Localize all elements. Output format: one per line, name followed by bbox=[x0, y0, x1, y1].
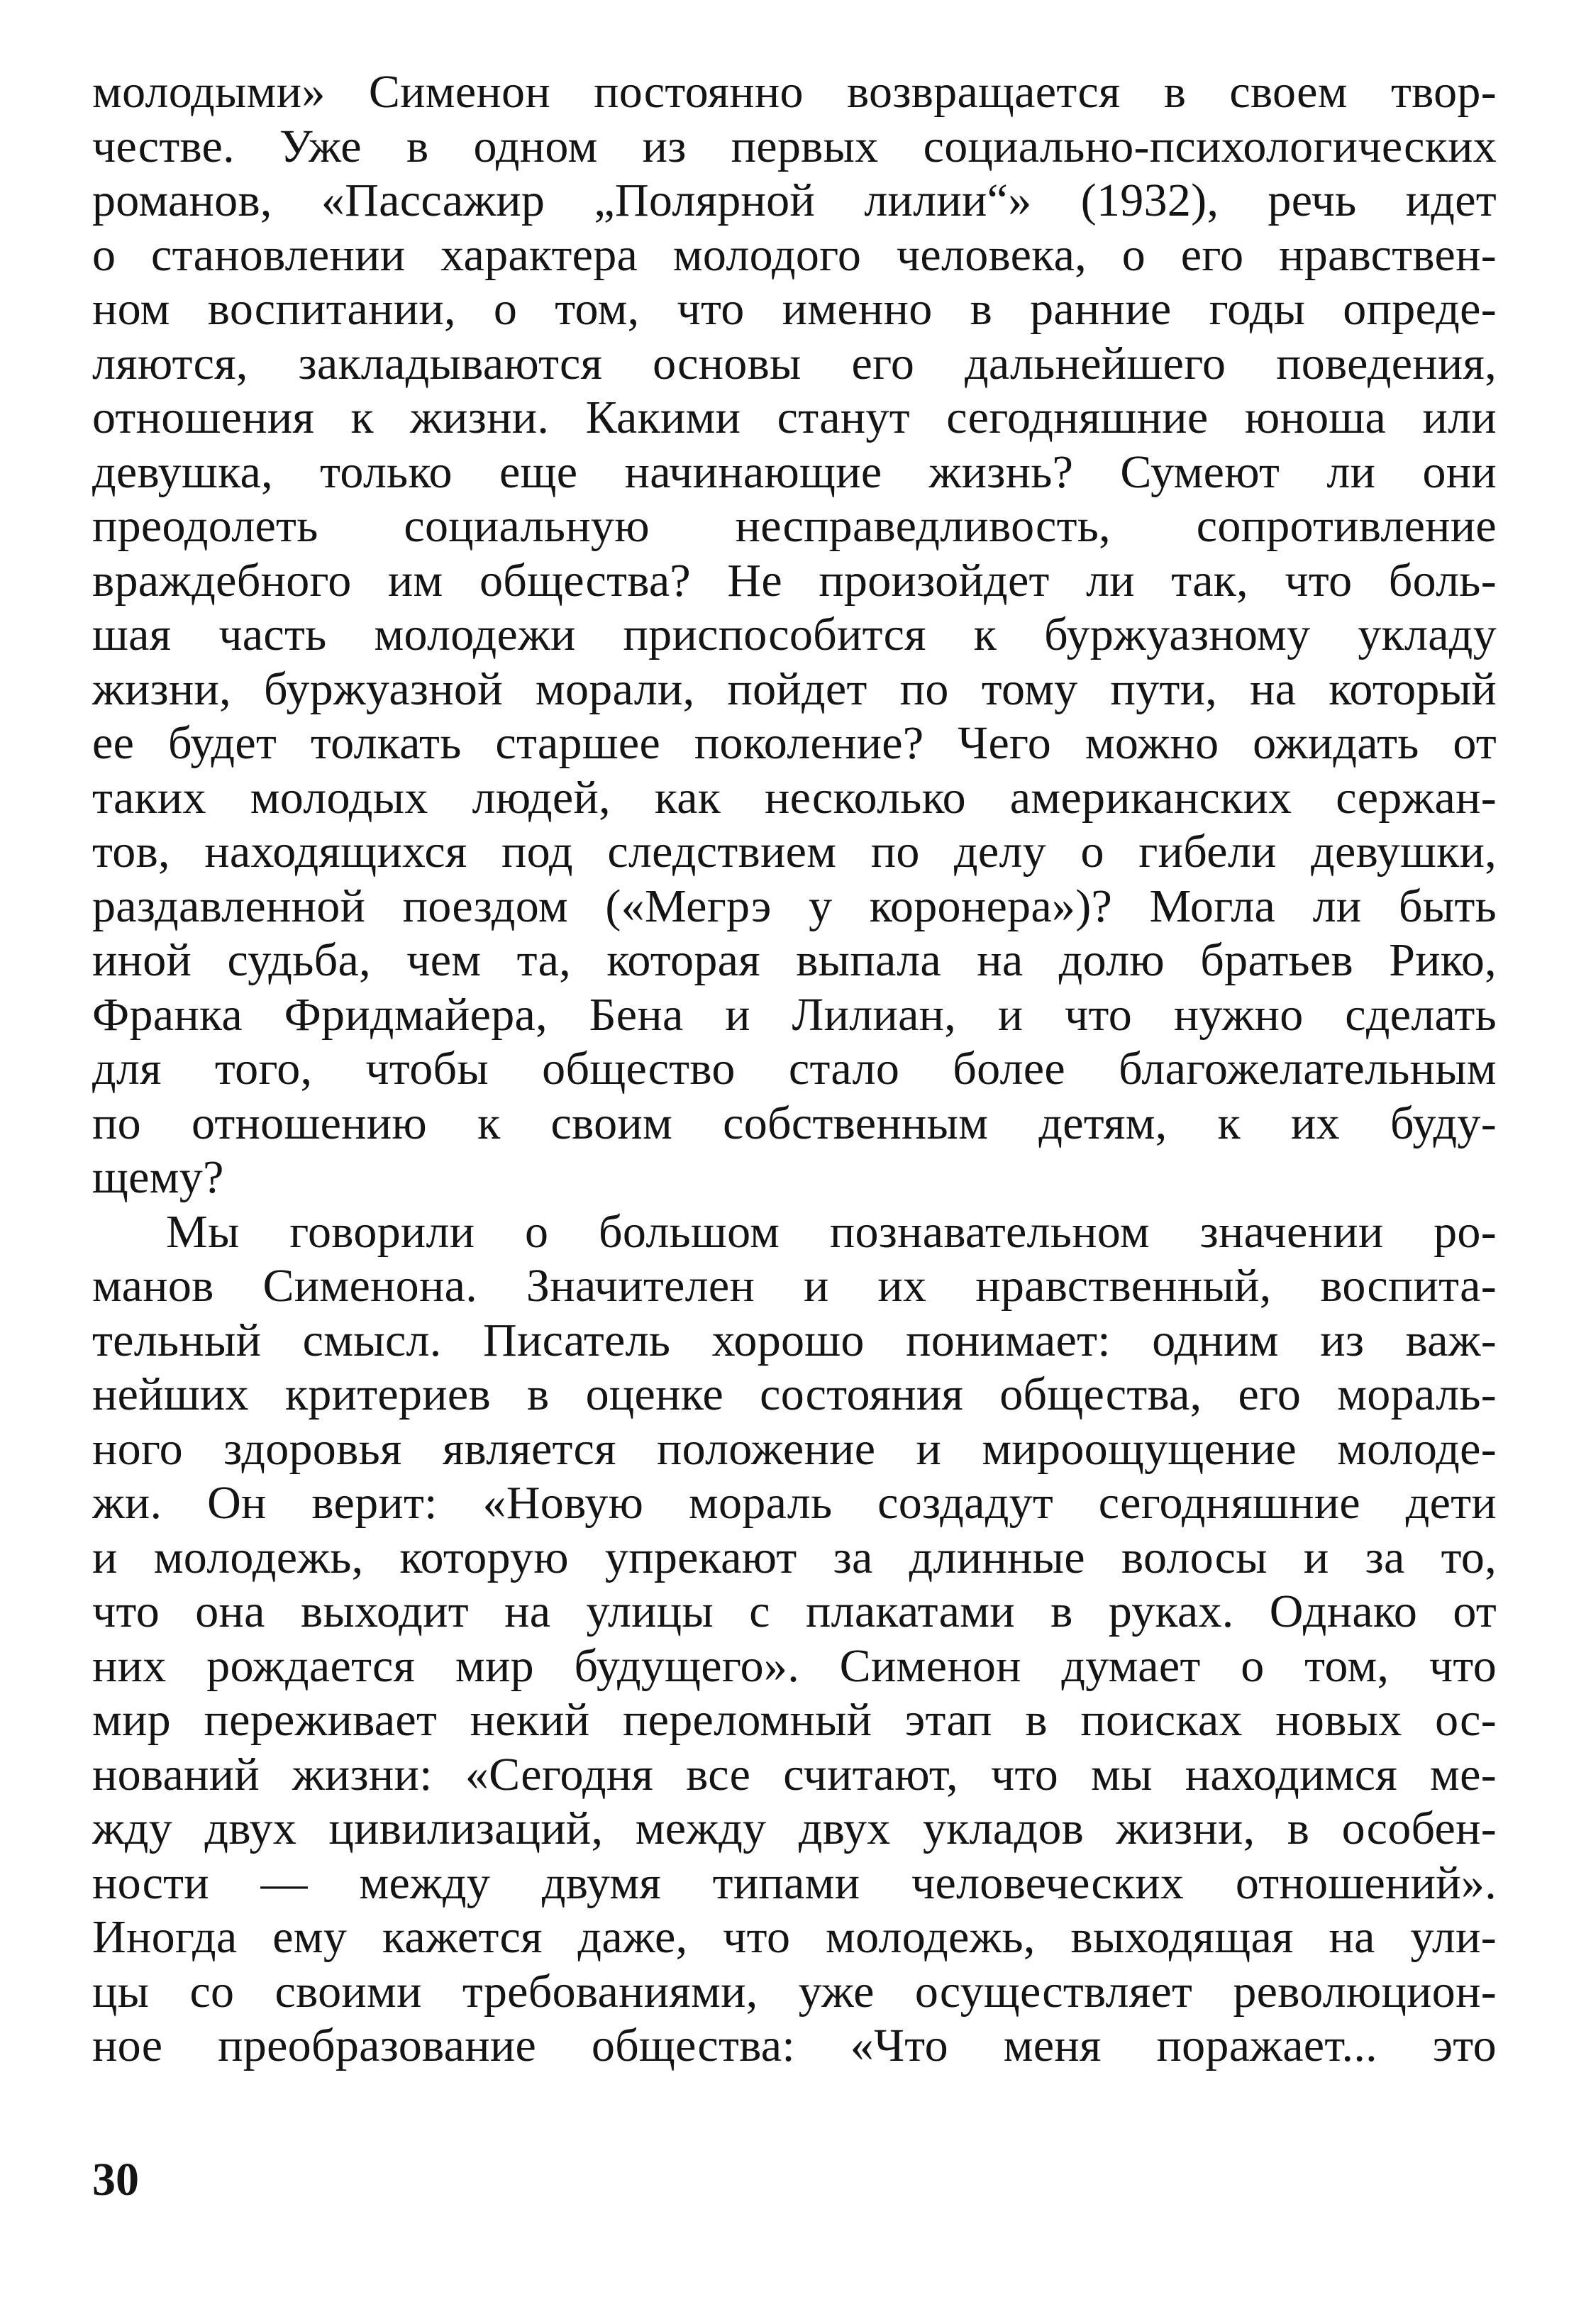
text-line: таких молодых людей, как несколько американских сержан- bbox=[92, 771, 1497, 824]
text-line: ее будет толкать старшее поколение? Чего можно ожидать от bbox=[92, 717, 1497, 769]
text-line: о становлении характера молодого человека, о его нравствен- bbox=[92, 228, 1497, 281]
text-line: молодыми» Сименон постоянно возвращается в своем твор- bbox=[92, 66, 1497, 118]
text-line: щему? bbox=[92, 1151, 224, 1203]
text-line: преодолеть социальную несправедливость, сопротивление bbox=[92, 500, 1497, 552]
text-line: тов, находящихся под следствием по делу о гибели девушки, bbox=[92, 826, 1497, 878]
page-number: 30 bbox=[92, 2154, 139, 2206]
text-line: ном воспитании, о том, что именно в ранние годы опреде- bbox=[92, 283, 1497, 335]
text-line: романов, «Пассажир „Полярной лилии“» (1932), речь идет bbox=[92, 175, 1497, 226]
text-line: ляются, закладываются основы его дальнейшего поведения, bbox=[92, 337, 1497, 389]
text-line: ное преобразование общества: «Что меня поражает... это bbox=[92, 2020, 1497, 2071]
text-line: по отношению к своим собственным детям, к их буду- bbox=[92, 1097, 1497, 1149]
text-line: Франка Фридмайера, Бена и Лилиан, и что нужно сделать bbox=[92, 988, 1497, 1041]
text-line: тельный смысл. Писатель хорошо понимает: одним из важ- bbox=[92, 1314, 1497, 1366]
body-text bbox=[92, 65, 1497, 2074]
text-line: цы со своими требованиями, уже осуществляет революцион- bbox=[92, 1965, 1497, 2018]
text-line: девушка, только еще начинающие жизнь? Сумеют ли они bbox=[92, 446, 1497, 498]
text-line: мир переживает некий переломный этап в поисках новых ос- bbox=[92, 1694, 1497, 1746]
text-line: отношения к жизни. Какими станут сегодняшние юноша или bbox=[92, 392, 1497, 443]
text-line: нейших критериев в оценке состояния общества, его мораль- bbox=[92, 1368, 1497, 1420]
paragraph bbox=[92, 1205, 1497, 2074]
text-line: ности — между двумя типами человеческих отношений». bbox=[92, 1857, 1497, 1909]
text-line: Иногда ему кажется даже, что молодежь, выходящая на ули- bbox=[92, 1911, 1497, 1963]
text-line: жизни, буржуазной морали, пойдет по тому пути, на который bbox=[92, 663, 1497, 715]
text-line: жду двух цивилизаций, между двух укладов жизни, в особен- bbox=[92, 1803, 1497, 1854]
paragraph bbox=[92, 65, 1497, 1205]
text-line: жи. Он верит: «Новую мораль создадут сегодняшние дети bbox=[92, 1477, 1497, 1529]
text-line: раздавленной поездом («Мегрэ у коронера»)? Могла ли быть bbox=[92, 880, 1497, 932]
text-line: ного здоровья является положение и мироощущение молоде- bbox=[92, 1422, 1497, 1475]
text-line: манов Сименона. Значителен и их нравственный, воспита- bbox=[92, 1260, 1497, 1312]
text-line: Мы говорили о большом познавательном значении ро- bbox=[166, 1205, 1497, 1258]
text-line: и молодежь, которую упрекают за длинные волосы и за то, bbox=[92, 1531, 1497, 1583]
text-line: честве. Уже в одном из первых социально-психологических bbox=[92, 120, 1497, 172]
text-line: иной судьба, чем та, которая выпала на долю братьев Рико, bbox=[92, 934, 1497, 986]
text-line: шая часть молодежи приспособится к буржуазному укладу bbox=[92, 609, 1497, 660]
text-line: что она выходит на улицы с плакатами в руках. Однако от bbox=[92, 1586, 1497, 1637]
text-line: нований жизни: «Сегодня все считают, что мы находимся ме- bbox=[92, 1748, 1497, 1800]
text-line: враждебного им общества? Не произойдет ли так, что боль- bbox=[92, 554, 1497, 607]
text-line: них рождается мир будущего». Сименон думает о том, что bbox=[92, 1639, 1497, 1692]
text-line: для того, чтобы общество стало более благожелательным bbox=[92, 1043, 1497, 1095]
